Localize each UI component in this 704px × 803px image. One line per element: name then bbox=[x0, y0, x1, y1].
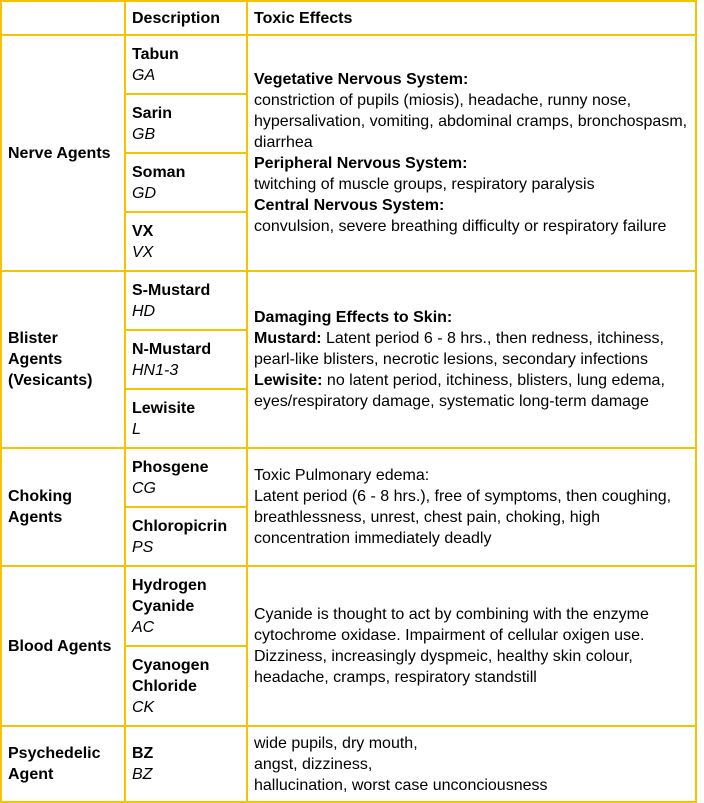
category-choking-agents: Choking Agents bbox=[2, 449, 124, 565]
agent-name: Chloropicrin bbox=[132, 518, 228, 535]
category-nerve-agents: Nerve Agents bbox=[2, 36, 124, 270]
category-blister-agents bbox=[2, 272, 124, 447]
effect-heading: Vegetative Nervous System: bbox=[254, 71, 469, 88]
header-toxic-effects: Toxic Effects bbox=[248, 2, 695, 34]
agent-name: N-Mustard bbox=[132, 341, 212, 358]
category-blood-agents: Blood Agents bbox=[2, 567, 124, 725]
effect-text: Toxic Pulmonary edema: bbox=[254, 467, 430, 484]
agent-name: Soman bbox=[132, 164, 186, 181]
effect-text: twitching of muscle groups, respiratory paralysis bbox=[254, 176, 595, 193]
agent-cell bbox=[126, 449, 246, 506]
effect-text: convulsion, severe breathing difficulty or respiratory failure bbox=[254, 218, 667, 235]
agent-code: GB bbox=[132, 126, 156, 143]
effect-text: hallucination, worst case unconciousness bbox=[254, 776, 548, 794]
effect-text: wide pupils, dry mouth, bbox=[254, 734, 418, 752]
agent-cell bbox=[126, 390, 246, 447]
table-row bbox=[2, 36, 695, 93]
effect-text: angst, dizziness, bbox=[254, 755, 373, 773]
header-row bbox=[2, 2, 695, 34]
agent-name: Hydrogen Cyanide bbox=[132, 577, 207, 615]
category-line: Agents bbox=[8, 351, 63, 368]
agent-code: HN1-3 bbox=[132, 362, 179, 379]
table-row bbox=[2, 727, 695, 801]
effects-blood-agents bbox=[248, 567, 695, 725]
agent-name: Lewisite bbox=[132, 400, 196, 417]
agent-name: VX bbox=[132, 223, 154, 240]
agent-code: GD bbox=[132, 185, 156, 202]
agent-name: BZ bbox=[132, 745, 154, 762]
category-line: (Vesicants) bbox=[8, 372, 93, 389]
agent-code: AC bbox=[132, 619, 155, 636]
table-row bbox=[2, 449, 695, 506]
agent-cell bbox=[126, 727, 246, 801]
agent-cell bbox=[126, 213, 246, 270]
agent-name: Phosgene bbox=[132, 459, 209, 476]
agent-cell bbox=[126, 647, 246, 725]
agent-code: CK bbox=[132, 699, 155, 716]
agent-code: L bbox=[132, 421, 141, 438]
effect-text: Cyanide is thought to act by combining with the enzyme cytochrome oxidase. Impairment of cellular oxigen use. Dizziness, increasingly dyspmeic, healthy skin colour, headache, cramps, respiratory standstill bbox=[254, 606, 649, 686]
effect-text: Latent period (6 - 8 hrs.), free of symptoms, then coughing, breathlessness, unrest, chest pain, choking, high concentration immediately deadly bbox=[254, 488, 672, 547]
category-line: Blister bbox=[8, 330, 58, 347]
agent-code: GA bbox=[132, 67, 156, 84]
effects-blister-agents bbox=[248, 272, 695, 447]
agent-code: CG bbox=[132, 480, 156, 497]
agent-cell bbox=[126, 95, 246, 152]
effect-label-mustard: Mustard: bbox=[254, 330, 322, 347]
header-description: Description bbox=[126, 2, 246, 34]
effect-label-lewisite: Lewisite: bbox=[254, 372, 323, 389]
table-row bbox=[2, 567, 695, 645]
agent-code: HD bbox=[132, 303, 156, 320]
agent-name: Cyanogen Chloride bbox=[132, 657, 210, 695]
agent-cell bbox=[126, 272, 246, 329]
agent-code: PS bbox=[132, 539, 154, 556]
effect-text: no latent period, itchiness, blisters, lung edema, eyes/respiratory damage, systematic long-term damage bbox=[254, 372, 665, 410]
agent-code: VX bbox=[132, 244, 154, 261]
header-blank-cell bbox=[2, 2, 124, 34]
agent-name: S-Mustard bbox=[132, 282, 211, 299]
agent-cell bbox=[126, 154, 246, 211]
agent-cell bbox=[126, 508, 246, 565]
effect-heading: Damaging Effects to Skin: bbox=[254, 309, 453, 326]
agent-name: Tabun bbox=[132, 46, 179, 63]
effects-nerve-agents bbox=[248, 36, 695, 270]
agent-cell bbox=[126, 331, 246, 388]
table-row bbox=[2, 272, 695, 329]
effects-psychedelic-agent bbox=[248, 727, 695, 801]
agent-cell bbox=[126, 36, 246, 93]
agent-code: BZ bbox=[132, 766, 153, 783]
category-psychedelic-agent: Psychedelic Agent bbox=[2, 727, 124, 801]
effects-choking-agents bbox=[248, 449, 695, 565]
effect-heading: Central Nervous System: bbox=[254, 197, 445, 214]
effect-text: Latent period 6 - 8 hrs., then redness, itchiness, pearl-like blisters, necrotic lesions, secondary infections bbox=[254, 330, 664, 368]
agent-name: Sarin bbox=[132, 105, 173, 122]
effect-text: constriction of pupils (miosis), headache, runny nose, hypersalivation, vomiting, abdominal cramps, bronchospasm, diarrhea bbox=[254, 92, 688, 151]
agent-cell bbox=[126, 567, 246, 645]
effect-heading: Peripheral Nervous System: bbox=[254, 155, 468, 172]
